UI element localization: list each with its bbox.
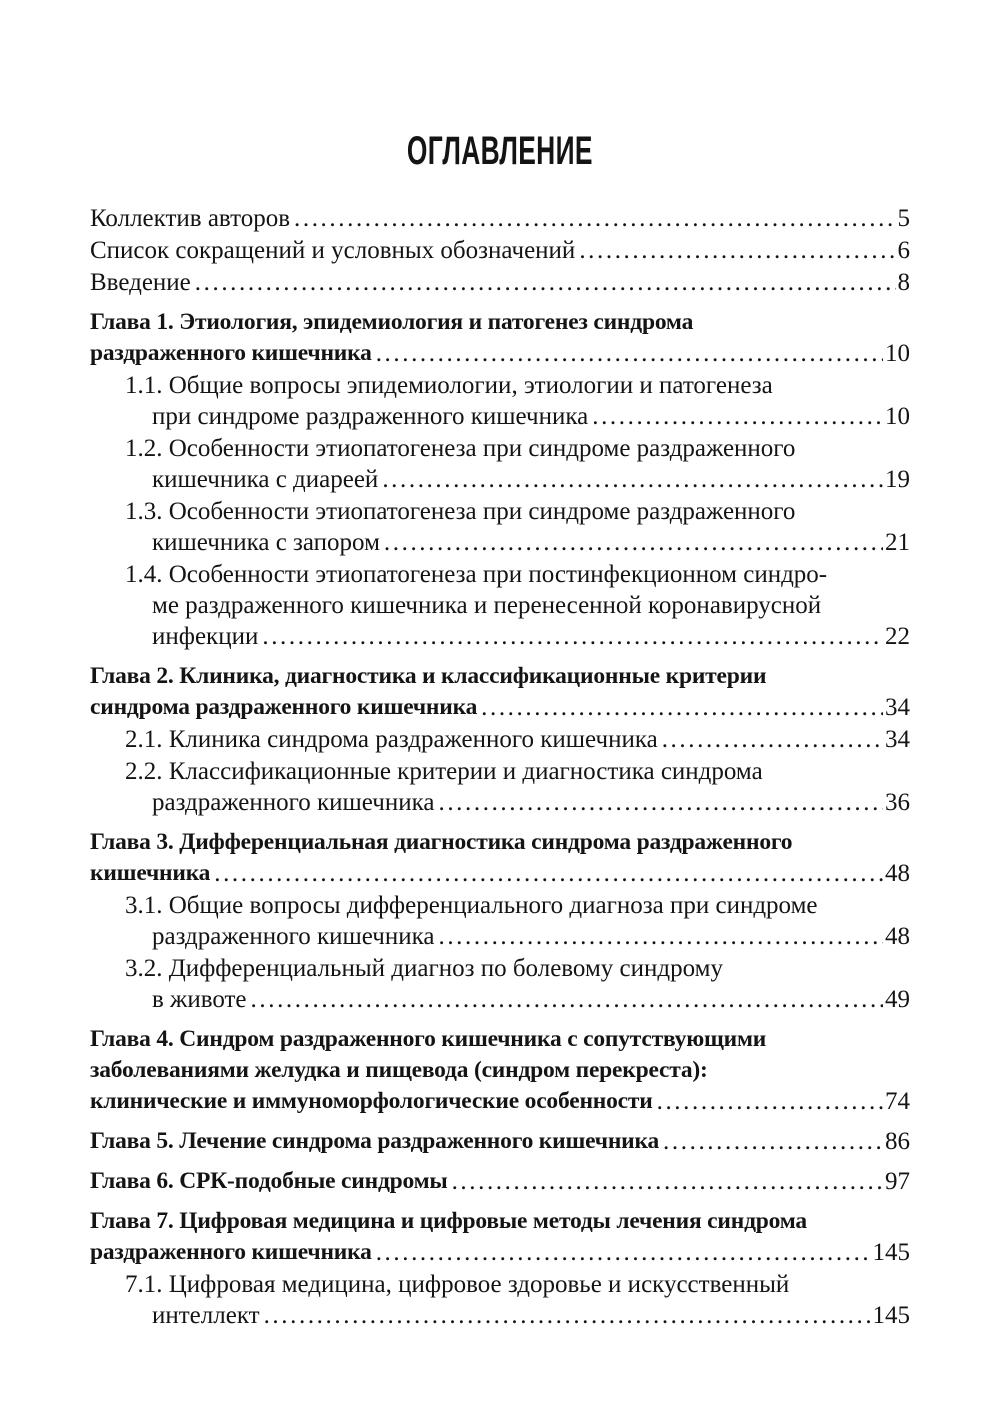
- toc-line: [90, 724, 910, 755]
- toc-chapter: [90, 1024, 910, 1117]
- toc-entry: [90, 235, 910, 266]
- toc-chapter-text: заболеваниями желудка и пищевода (синдром перекреста):: [90, 1057, 708, 1083]
- toc-entry-text: Коллектив авторов: [90, 205, 290, 232]
- toc-line: [90, 401, 910, 432]
- toc-chapter-text: клинические и иммуноморфологические особенности: [90, 1088, 653, 1114]
- toc-line: [90, 1166, 910, 1197]
- dot-leader: [438, 921, 883, 952]
- toc-section-text: раздраженного кишечника: [152, 789, 435, 816]
- toc-page-number: 10: [885, 403, 910, 430]
- toc-chapter: [90, 1206, 910, 1331]
- toc-entry-text: Список сокращений и условных обозначений: [90, 237, 576, 264]
- dot-leader: [382, 464, 883, 495]
- toc-page-number: 145: [872, 1239, 910, 1266]
- toc-section-text: 1.1. Общие вопросы эпидемиологии, этиологии и патогенеза: [125, 372, 773, 399]
- toc-section-text: 3.2. Дифференциальный диагноз по болевому синдрому: [125, 955, 723, 982]
- toc-line: [90, 1086, 910, 1117]
- dot-leader: [264, 1300, 871, 1331]
- dot-leader: [376, 338, 883, 369]
- table-of-contents: [90, 203, 910, 1331]
- dot-leader: [214, 858, 883, 889]
- toc-line: [90, 338, 910, 369]
- toc-page-number: 34: [885, 694, 910, 721]
- dot-leader: [657, 1086, 883, 1117]
- toc-section-text: кишечника с запором: [152, 529, 380, 556]
- toc-line: [90, 527, 910, 558]
- dot-leader: [579, 235, 895, 266]
- toc-page-number: 34: [885, 726, 910, 753]
- toc-page-number: 10: [885, 340, 910, 367]
- toc-section-text: раздраженного кишечника: [152, 923, 435, 950]
- toc-line: [90, 1300, 910, 1331]
- toc-chapter: [90, 307, 910, 652]
- toc-section-text: 1.4. Особенности этиопатогенеза при постинфекционном синдро-: [125, 561, 828, 588]
- toc-chapter: [90, 1166, 910, 1197]
- toc-section-text: 1.2. Особенности этиопатогенеза при синдроме раздраженного: [125, 435, 796, 462]
- toc-line: [90, 203, 910, 234]
- toc-page-number: 48: [885, 923, 910, 950]
- dot-leader: [662, 724, 883, 755]
- toc-entry: [90, 203, 910, 234]
- toc-page-number: 49: [885, 986, 910, 1013]
- toc-section-text: 1.3. Особенности этиопатогенеза при синдроме раздраженного: [125, 498, 796, 525]
- toc-chapter-text: кишечника: [90, 860, 211, 886]
- toc-chapter: [90, 661, 910, 818]
- toc-page-number: 22: [885, 623, 910, 650]
- dot-leader: [195, 267, 896, 298]
- toc-line: [90, 1237, 910, 1268]
- toc-page-number: 6: [897, 237, 910, 264]
- toc-page-number: 19: [885, 466, 910, 493]
- toc-chapter-text: синдрома раздраженного кишечника: [90, 694, 478, 720]
- toc-line: [90, 984, 910, 1015]
- toc-page-number: 48: [885, 860, 910, 887]
- toc-section-text: ме раздраженного кишечника и перенесенной коронавирусной: [152, 592, 822, 619]
- toc-section: [90, 756, 910, 818]
- toc-section-text: 2.2. Классификационные критерии и диагностика синдрома: [125, 758, 763, 785]
- dot-leader: [452, 1166, 883, 1197]
- toc-page-number: 74: [885, 1088, 910, 1115]
- dot-leader: [376, 1237, 871, 1268]
- toc-chapter-text: Глава 4. Синдром раздраженного кишечника с сопутствующими: [90, 1026, 767, 1052]
- toc-page-number: 86: [885, 1128, 910, 1155]
- toc-section-text: инфекции: [152, 623, 259, 650]
- toc-section-text: интеллект: [152, 1302, 260, 1329]
- toc-line: [90, 1126, 910, 1157]
- dot-leader: [294, 203, 896, 234]
- toc-section: [90, 953, 910, 1015]
- toc-section-text: кишечника с диареей: [152, 466, 379, 493]
- toc-section: [90, 1269, 910, 1331]
- page-title-wrap: [0, 126, 1000, 176]
- dot-leader: [592, 401, 883, 432]
- toc-section: [90, 433, 910, 495]
- toc-section-text: 7.1. Цифровая медицина, цифровое здоровье и искусственный: [125, 1271, 790, 1298]
- toc-line: [90, 464, 910, 495]
- toc-chapter: [90, 1126, 910, 1157]
- toc-section: [90, 496, 910, 558]
- toc-section-text: 3.1. Общие вопросы дифференциального диагноза при синдроме: [125, 892, 818, 919]
- toc-section: [90, 370, 910, 432]
- dot-leader: [262, 621, 883, 652]
- toc-page-number: 97: [885, 1168, 910, 1195]
- toc-section: [90, 890, 910, 952]
- toc-line: [90, 921, 910, 952]
- toc-chapter-text: Глава 2. Клиника, диагностика и классификационные критерии: [90, 663, 767, 689]
- toc-page-number: 21: [885, 529, 910, 556]
- toc-page-number: 8: [897, 269, 910, 296]
- dot-leader: [384, 527, 883, 558]
- toc-page-number: 145: [872, 1302, 910, 1329]
- toc-entry-text: Введение: [90, 269, 191, 296]
- toc-chapter-text: Глава 7. Цифровая медицина и цифровые методы лечения синдрома: [90, 1208, 807, 1234]
- toc-section-text: в животе: [152, 986, 247, 1013]
- toc-page-number: 36: [885, 789, 910, 816]
- toc-chapter: [90, 827, 910, 1015]
- toc-line: [90, 235, 910, 266]
- toc-chapter-text: раздраженного кишечника: [90, 1239, 372, 1265]
- dot-leader: [481, 692, 883, 723]
- toc-line: [90, 621, 910, 652]
- dot-leader: [663, 1126, 883, 1157]
- toc-page-number: 5: [897, 205, 910, 232]
- toc-chapter-text: Глава 1. Этиология, эпидемиология и патогенез синдрома: [90, 309, 694, 335]
- toc-line: [90, 787, 910, 818]
- toc-section-text: при синдроме раздраженного кишечника: [152, 403, 589, 430]
- toc-line: [90, 692, 910, 723]
- toc-section-text: 2.1. Клиника синдрома раздраженного кишечника: [125, 726, 658, 753]
- toc-section: [90, 559, 910, 652]
- toc-chapter-text: Глава 3. Дифференциальная диагностика синдрома раздраженного: [90, 829, 793, 855]
- toc-entry: [90, 267, 910, 298]
- toc-chapter-text: Глава 5. Лечение синдрома раздраженного кишечника: [90, 1128, 660, 1154]
- toc-section: [90, 724, 910, 755]
- page-title: ОГЛАВЛЕНИЕ: [407, 129, 593, 173]
- toc-chapter-text: Глава 6. СРК-подобные синдромы: [90, 1168, 448, 1194]
- dot-leader: [251, 984, 883, 1015]
- toc-chapter-text: раздраженного кишечника: [90, 340, 372, 366]
- toc-line: [90, 858, 910, 889]
- toc-line: [90, 267, 910, 298]
- dot-leader: [438, 787, 883, 818]
